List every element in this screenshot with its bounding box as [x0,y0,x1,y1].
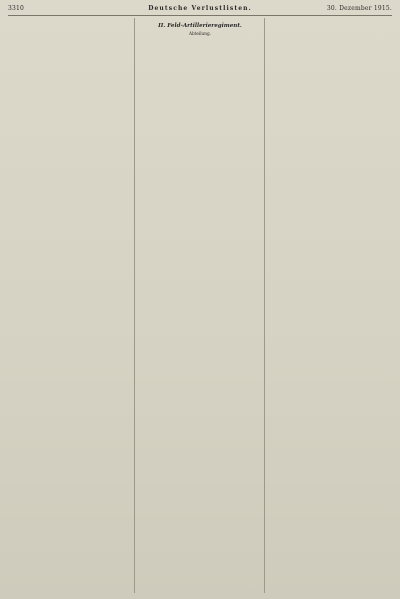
text-column-2 [138,18,262,593]
column-divider [264,18,265,593]
text-column-3 [268,18,392,593]
column-divider [134,18,135,593]
header-rule [8,15,392,16]
page-header [8,4,392,14]
section-subheading: Abteilung. [189,31,211,36]
publication-title: Deutsche Verlustlisten. [148,5,252,12]
text-column-1 [8,18,132,593]
issue-date: 30. Dezember 1915. [326,5,392,12]
section-heading: II. Feld-Artillerieregiment. [158,23,242,29]
page-number: 3310 [8,5,25,12]
